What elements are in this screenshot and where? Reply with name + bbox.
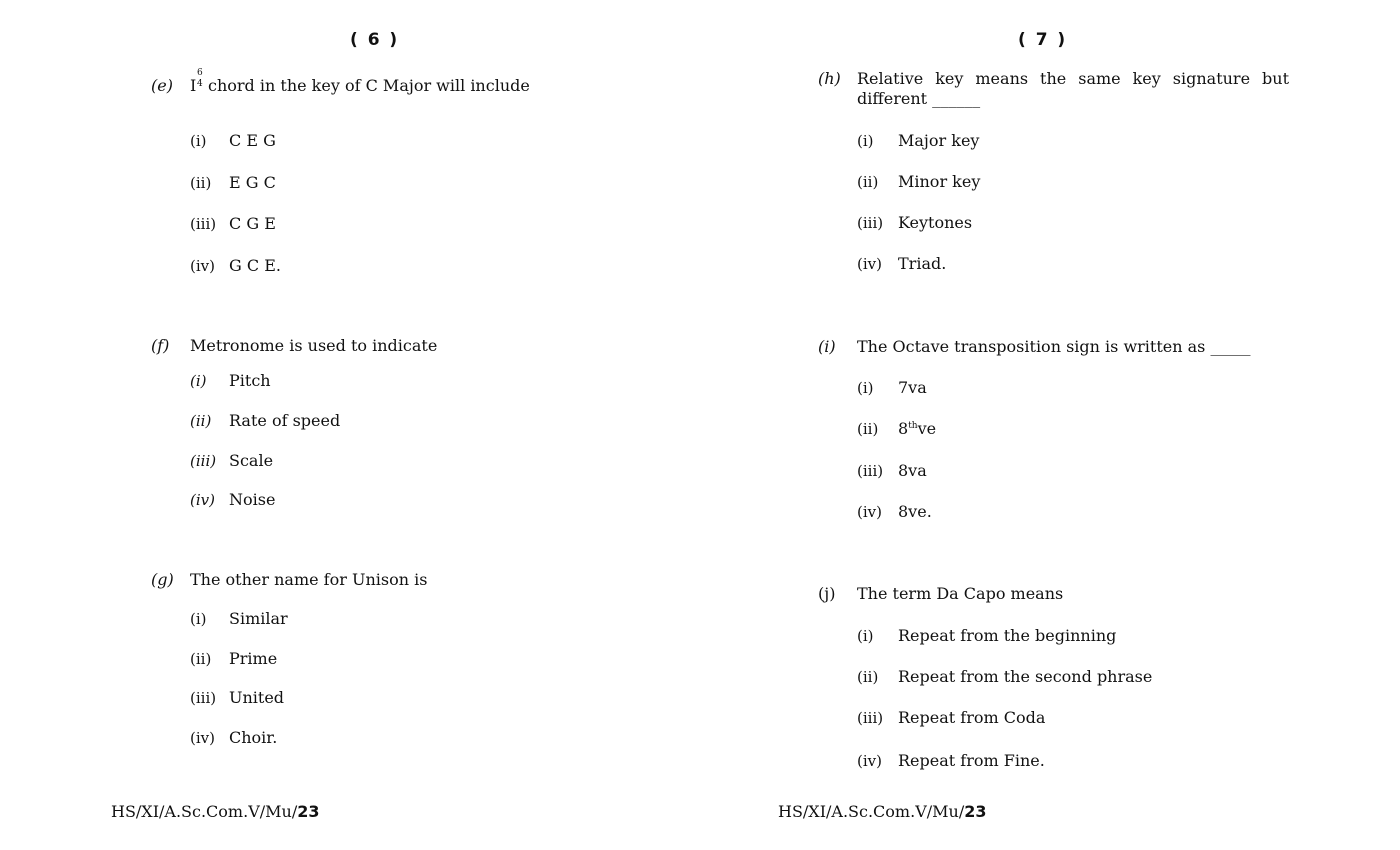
question-label-i: (i) [818,337,836,356]
question-text-h-line1: Relative key means the same key signature but [857,69,1289,88]
option-text: Pitch [229,371,271,390]
question-text-h-line2: different ______ [857,89,981,108]
option-label: (iv) [190,257,215,275]
option-text: Repeat from Fine. [898,751,1045,770]
option-text: 8va [898,461,927,480]
chord-superscript: 6 [197,68,203,78]
question-text-i: The Octave transposition sign is written as _____ [857,337,1251,356]
chord-symbol [190,68,208,95]
option-text: Similar [229,609,288,628]
page-number-right: ( 7 ) [1018,30,1068,50]
question-label-e: (e) [151,76,173,95]
question-text: chord in the key of C Major will include [208,76,530,95]
option-text: Repeat from Coda [898,708,1046,727]
option-label: (iii) [857,214,884,232]
option-label: (ii) [857,668,879,686]
option-text: Choir. [229,728,278,747]
option-label: (iii) [857,462,884,480]
option-text [898,419,936,438]
option-text: C G E [229,214,276,233]
option-label: (i) [190,372,207,390]
option-text: G C E. [229,256,281,275]
question-text-j: The term Da Capo means [857,584,1064,603]
option-text: Repeat from the beginning [898,626,1117,645]
option-text-tail: ve [917,419,937,438]
option-text-superscript: th [908,421,918,431]
option-text: Keytones [898,213,973,232]
option-text: Scale [229,451,274,470]
option-text: United [229,688,285,707]
page-number-left: ( 6 ) [350,30,400,50]
question-text-e [190,68,530,95]
option-label: (ii) [190,650,212,668]
option-label: (i) [857,379,874,397]
option-text-main: 8 [898,419,909,438]
option-text: 8ve. [898,502,932,521]
option-text: 7va [898,378,927,397]
question-text-g: The other name for Unison is [190,570,428,589]
option-text: Rate of speed [229,411,341,430]
footer-code: HS/XI/A.Sc.Com.V/Mu/ [111,802,298,821]
option-label: (iv) [857,255,882,273]
question-label-h: (h) [818,69,841,88]
question-label-g: (g) [151,570,174,589]
question-label-f: (f) [151,336,170,355]
option-text: E G C [229,173,276,192]
chord-numeral: I [190,76,197,95]
option-text: Triad. [898,254,947,273]
chord-subscript: 4 [197,79,203,89]
option-label: (iv) [190,729,215,747]
option-label: (iii) [190,215,217,233]
option-label: (ii) [190,174,212,192]
option-text: Major key [898,131,980,150]
footer-left [111,802,319,821]
question-text-f: Metronome is used to indicate [190,336,438,355]
option-label: (iv) [190,491,215,509]
question-label-j: (j) [818,584,836,603]
option-label: (iv) [857,503,882,521]
option-text: C E G [229,131,276,150]
footer-number: 23 [297,802,320,821]
option-label: (ii) [857,173,879,191]
option-label: (iii) [190,452,217,470]
option-label: (ii) [857,420,879,438]
option-text: Noise [229,490,276,509]
footer-number: 23 [964,802,987,821]
option-text: Repeat from the second phrase [898,667,1153,686]
option-label: (i) [857,132,874,150]
footer-code: HS/XI/A.Sc.Com.V/Mu/ [778,802,965,821]
option-text: Minor key [898,172,981,191]
option-label: (iii) [857,709,884,727]
option-label: (i) [190,610,207,628]
option-label: (ii) [190,412,212,430]
option-label: (iv) [857,752,882,770]
option-label: (i) [190,132,207,150]
option-label: (i) [857,627,874,645]
footer-right [778,802,986,821]
option-text: Prime [229,649,278,668]
option-label: (iii) [190,689,217,707]
